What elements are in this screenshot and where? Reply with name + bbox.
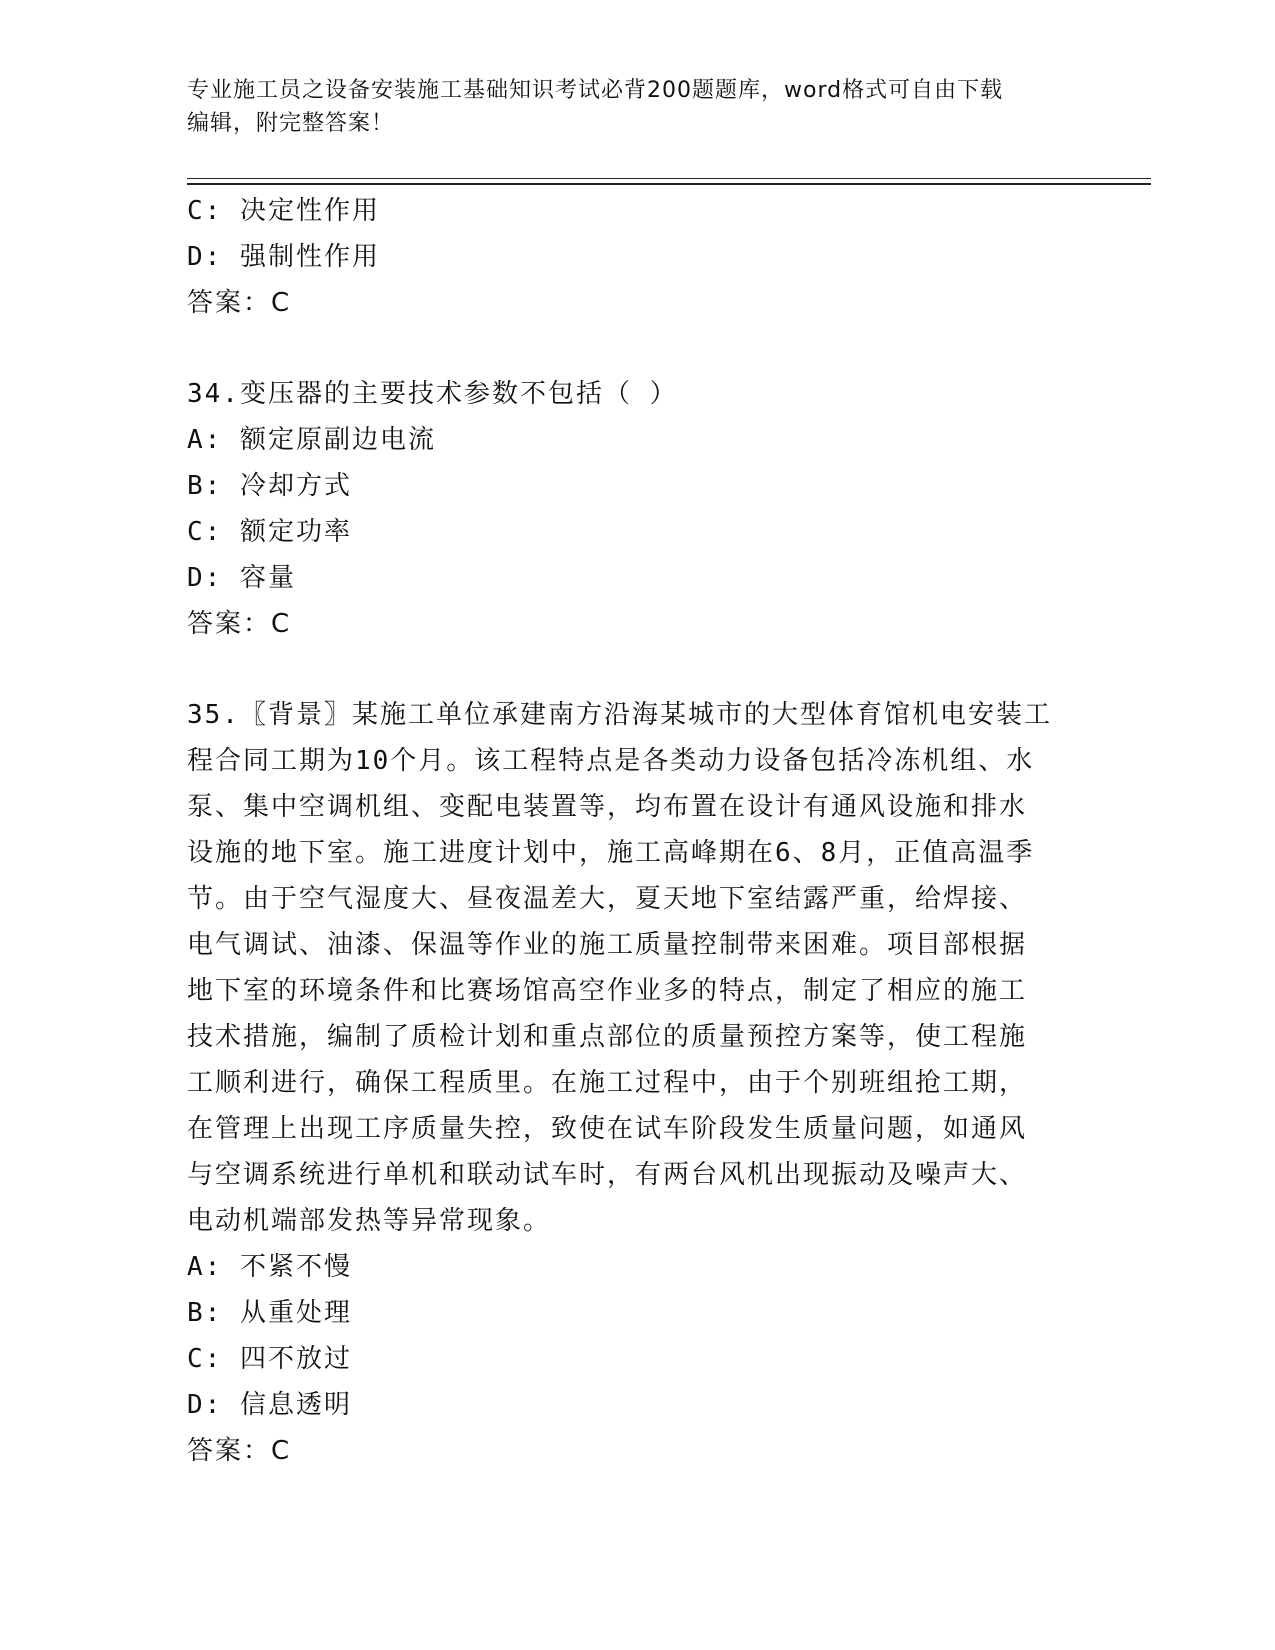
question-33-tail xyxy=(187,188,1087,326)
document-header xyxy=(187,74,1067,140)
option-d: D: 强制性作用 xyxy=(187,242,380,272)
question-gap xyxy=(187,647,1087,692)
question-stem xyxy=(187,692,1087,1244)
stem-line: 程合同工期为10个月。该工程特点是各类动力设备包括冷冻机组、水 xyxy=(187,746,1035,776)
header-divider-top xyxy=(187,178,1151,179)
answer: 答案：C xyxy=(187,1436,292,1466)
stem-line: 35.〖背景〗某施工单位承建南方沿海某城市的大型体育馆机电安装工 xyxy=(187,700,1052,730)
option-c: C: 四不放过 xyxy=(187,1344,352,1374)
option-c: C: 决定性作用 xyxy=(187,196,380,226)
stem-line: 在管理上出现工序质量失控，致使在试车阶段发生质量问题，如通风 xyxy=(187,1114,1028,1144)
stem-line: 电动机端部发热等异常现象。 xyxy=(187,1206,552,1236)
option-d: D: 容量 xyxy=(187,563,296,593)
header-line-1: 专业施工员之设备安装施工基础知识考试必背200题题库，word格式可自由下载 xyxy=(187,78,1004,103)
stem-line: 技术措施，编制了质检计划和重点部位的质量预控方案等，使工程施 xyxy=(187,1022,1028,1052)
question-34 xyxy=(187,371,1087,647)
header-line-2: 编辑，附完整答案！ xyxy=(187,111,395,136)
answer: 答案：C xyxy=(187,609,292,639)
stem-line: 与空调系统进行单机和联动试车时，有两台风机出现振动及噪声大、 xyxy=(187,1160,1028,1190)
stem-line: 电气调试、油漆、保温等作业的施工质量控制带来困难。项目部根据 xyxy=(187,930,1028,960)
document-body xyxy=(187,188,1087,1474)
option-b: B: 冷却方式 xyxy=(187,471,352,501)
stem-line: 节。由于空气湿度大、昼夜温差大，夏天地下室结露严重，给焊接、 xyxy=(187,884,1028,914)
option-a: A: 额定原副边电流 xyxy=(187,425,436,455)
question-stem: 34.变压器的主要技术参数不包括（ ） xyxy=(187,379,678,409)
stem-line: 泵、集中空调机组、变配电装置等，均布置在设计有通风设施和排水 xyxy=(187,792,1028,822)
stem-line: 工顺利进行，确保工程质里。在施工过程中，由于个别班组抢工期， xyxy=(187,1068,1028,1098)
stem-line: 地下室的环境条件和比赛场馆高空作业多的特点，制定了相应的施工 xyxy=(187,976,1028,1006)
header-divider-bottom xyxy=(187,183,1151,185)
answer: 答案：C xyxy=(187,288,292,318)
option-b: B: 从重处理 xyxy=(187,1298,352,1328)
question-gap xyxy=(187,326,1087,371)
option-c: C: 额定功率 xyxy=(187,517,352,547)
question-35 xyxy=(187,692,1087,1474)
stem-line: 设施的地下室。施工进度计划中，施工高峰期在6、8月，正值高温季 xyxy=(187,838,1035,868)
option-d: D: 信息透明 xyxy=(187,1390,352,1420)
option-a: A: 不紧不慢 xyxy=(187,1252,352,1282)
